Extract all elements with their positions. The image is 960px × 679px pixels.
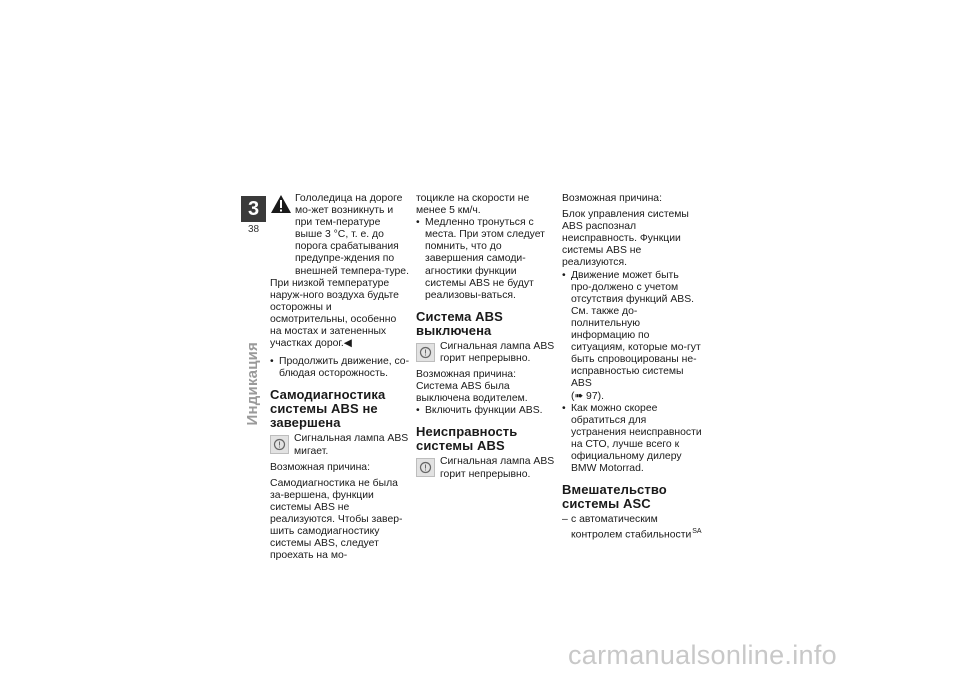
abs-lamp-icon	[416, 343, 435, 362]
chapter-tab	[241, 196, 266, 235]
section-heading: Самодиагностика системы ABS не завершена	[270, 387, 386, 431]
chapter-number: 3	[241, 196, 266, 222]
end-mark-icon: ◀	[343, 338, 352, 350]
cause-text: Система ABS была выключена водителем.	[416, 381, 528, 405]
abs-lamp-icon	[270, 435, 289, 454]
list-item: • Продолжить движение, со-блюдая осторожность.	[270, 356, 410, 380]
page-number: 38	[247, 224, 260, 235]
continued-text: тоцикле на скорости не менее 5 км/ч.	[416, 193, 530, 217]
column-3	[562, 193, 702, 542]
column-1	[270, 193, 410, 562]
lamp-row: Сигнальная лампа ABS горит непрерывно.	[416, 341, 556, 365]
cause-label: Возможная причина:	[270, 461, 370, 473]
cause-label: Возможная причина:	[562, 193, 662, 204]
lamp-row: Сигнальная лампа ABS мигает.	[270, 433, 410, 457]
section-heading: Неисправность системы ABS	[416, 424, 518, 454]
list-item: • Включить функции ABS.	[416, 405, 543, 417]
list-item: • Медленно тронуться с места. При этом следует помнить, что до завершения самоди-агностики функции системы ABS не будут реализовы-ваться.	[416, 217, 545, 301]
warning-text-2: При низкой температуре наруж-ного воздуха будьте осторожны и осмотрительны, особенно на мостах и затененных участках дорог.◀	[270, 277, 399, 350]
chapter-title: Индикация	[244, 342, 261, 426]
abs-lamp-icon	[416, 458, 435, 477]
column-2	[416, 193, 556, 485]
watermark: carmanualsonline.info	[568, 640, 837, 670]
warning-triangle-icon	[270, 194, 292, 214]
cause-label: Возможная причина:	[416, 369, 516, 381]
section-heading: Вмешательство системы ASC	[562, 482, 667, 512]
cause-text: Блок управления системы ABS распознал неисправность. Функции системы ABS не реализуются.	[562, 209, 689, 269]
list-item: • Движение может быть про-должено с учетом отсутствия функций ABS. См. также до-полнительную информацию по ситуациям, которые мо-гут быть спровоцированы не-исправностью системы ABS (➠ 97).	[562, 269, 701, 402]
warning-block	[270, 193, 410, 278]
section-heading: Система ABS выключена	[416, 308, 503, 338]
list-item: • Как можно скорее обратиться для устранения неисправности на СТО, лучше всего к официальному дилеру BMW Motorrad.	[562, 402, 702, 475]
cause-text: Самодиагностика не была за-вершена, функции системы ABS не реализуются. Чтобы завер-шить самодиагностику системы ABS, следует проехать на мо-	[270, 477, 403, 562]
page-reference: (➠ 97).	[571, 390, 604, 402]
sa-superscript: SA	[692, 528, 702, 536]
warning-text: Гололедица на дороге мо-жет возникнуть и при тем-пературе выше 3 °C, т. е. до порога срабатывания предупре-ждения по внешней темпера-туре.	[295, 193, 409, 277]
lamp-row: Сигнальная лампа ABS горит непрерывно.	[416, 456, 556, 480]
dash-item: – с автоматическим контролем стабильности$^{SA}$	[562, 514, 702, 541]
